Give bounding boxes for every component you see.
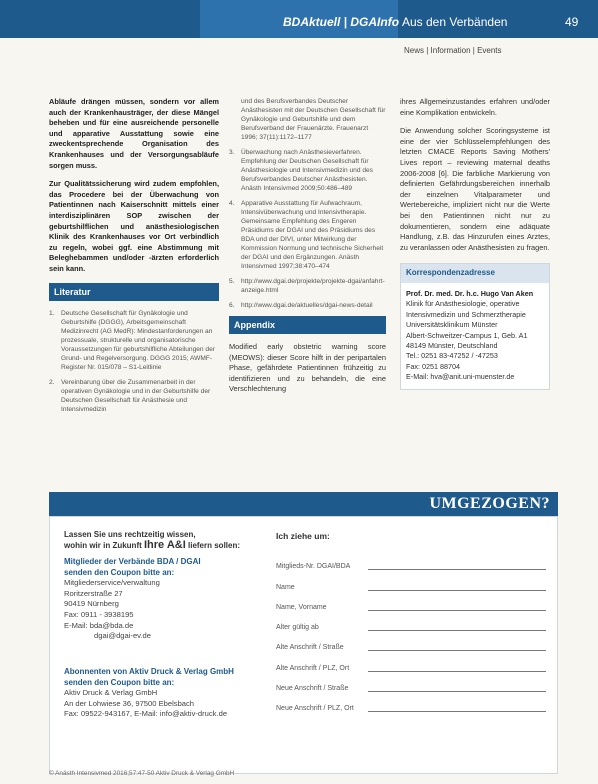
reference-link[interactable]: 5. http://www.dgai.de/projekte/projekte-dgai/anfahrt-anzeige.html [229, 278, 385, 294]
email-link[interactable]: dgai@dgai-ev.de [94, 631, 151, 641]
form-field[interactable]: Neue Anschrift / PLZ, Ort [276, 692, 546, 712]
paragraph: Abläufe drängen müssen, sondern vor allem auch der Krankenhausträger, der diese Mängel beheben und für eine ausreichende personelle und apparative Ausstattung sowie eine zweckentsprechende Organisation des Krankenhauses und der Versorgungsabläufe sorgen muss. [49, 97, 219, 170]
email-link[interactable]: E-Mail: hva@anit.uni-muenster.de [406, 372, 515, 382]
moved-banner [49, 492, 558, 516]
reference-item: 4. Apparative Ausstattung für Aufwachraum, Intensivüberwachung und Intensivtherapie. Gemeinsame Empfehlung des Engeren Präsidiums der DGAI und des Präsidiums des BDA und der DIVI, unter Mitwirkung der Kommission Normung und technische Sicherheit der DGAI und den Ergänzungen. Anästh Intensivmed 1997;38:470–474 [229, 200, 384, 270]
correspondence-heading: Korrespondenzadresse [401, 264, 549, 283]
header-brand: BDAktuell | DGAInfo [283, 15, 400, 29]
reference-continuation: und des Berufsverbandes Deutscher Anästhesisten mit der Deutschen Gesellschaft für Gynäkologie und Geburtshilfe und dem Berufsverband der Frauenärzte. Frauenarzt 1996; 37(11):1172–1177 [241, 98, 386, 141]
address-line: Universitätsklinikum Münster [406, 320, 498, 330]
appendix-heading: Appendix [229, 316, 386, 334]
column-3 [400, 97, 550, 390]
banner-title: UMGEZOGEN? [429, 495, 550, 512]
form-field[interactable]: Name [276, 570, 546, 590]
form-field[interactable]: Alte Anschrift / PLZ, Ort [276, 651, 546, 671]
column-2 [229, 97, 386, 403]
form-field[interactable]: Alte Anschrift / Straße [276, 631, 546, 651]
phone-line: Tel.: 0251 83-47252 / -47253 [406, 351, 498, 361]
correspondence-box [400, 263, 550, 389]
paragraph: Die Anwendung solcher Scoringsysteme ist eine der vier Schlüsselempfehlungen des letzten CMACE Reports Saving Mothers' Lives report – reviewing maternal deaths 2006-2008 [6]. Die farbliche Markierung von definierten Gefährdungsbereichen innerhalb der einzelnen Vitalparameter und Wertebereiche, impliziert nicht nur die Werte bei den Patientinnen nicht nur zu dokumentieren, sondern eine adäquate Handlung, z.B. das Hinzurufen eines Arztes, zu veranlassen oder Anästhesisten zu fragen. [400, 126, 550, 252]
subscribers-address-block: Abonnenten von Aktiv Druck & Verlag GmbH senden den Coupon bitte an: Aktiv Druck & Verlag GmbH An der Lohwiese 36, 97500 Ebelsbach Fax: 09522-943167, E-Mail: info@aktiv-druck.de [64, 667, 234, 719]
coupon-title: Ich ziehe um: [276, 531, 330, 541]
members-address-block: Mitglieder der Verbände BDA / DGAI senden den Coupon bitte an: Mitgliederservice/verwaltung Roritzerstraße 27 90419 Nürnberg Fax: 0911 - 3938195 E-Mail: bda@bda.de dgai@dgai-ev.de [64, 557, 274, 642]
coupon-fields [276, 531, 546, 712]
paragraph: Zur Qualitätssicherung wird zudem empfohlen, das Procedere bei der Überwachung von Patientinnen nach Kaiserschnitt mittels einer interdisziplinären SOP zwischen der geburtshilflichen und anästhesiologischen Klinik des Krankenhauses vor Ort verbindlich zu regeln, wobei ggf. eine Abstimmung mit Beleghebammen und/oder -ärzten erforderlich sein kann. [49, 179, 219, 273]
column-1 [49, 97, 219, 420]
change-of-address-coupon [49, 516, 558, 774]
appendix-text: Modified early obstetric warning score (MEOWS): dieser Score hilft in der peripartalen Phase, gefährdete Patientinnen frühzeitig zu identifizieren und zu behandeln, die eine Verschlechterung [229, 342, 386, 394]
form-field[interactable]: Alter gültig ab [276, 611, 546, 631]
reference-link[interactable]: 6. http://www.dgai.de/aktuelles/dgai-news-detail [229, 302, 373, 309]
subnav: News | Information | Events [404, 46, 502, 55]
reference-item: 3. Überwachung nach Anästhesieverfahren. Empfehlung der Deutschen Gesellschaft für Anästhesiologie und Intensivmedizin und des Berufsverbandes Deutscher Anästhesisten. Anästh Intensivmed 2009;50:486–489 [229, 149, 373, 192]
form-field[interactable]: Mitglieds-Nr. DGAI/BDA [276, 550, 546, 570]
fax-line: Fax: 0251 88704 [406, 361, 460, 371]
page-header [0, 0, 598, 38]
page-number: 49 [565, 15, 579, 29]
form-field[interactable]: Name, Vorname [276, 591, 546, 611]
reference-item: 1. Deutsche Gesellschaft für Gynäkologie und Geburtshilfe (DGGG), Arbeitsgemeinschaft Medizinrecht (AG MedR): Mindestanforderungen an prozessuale, strukturelle und organisatorische Voraussetzungen für geburtshilfliche Abteilungen der Grund- und Regelversorgung. DGGG 2015; AWMF-Register Nr. 015/078 – S1-Leitlinie [49, 309, 215, 371]
address-line: Albert-Schweitzer-Campus 1, Geb. A1 [406, 330, 528, 340]
page-footer: © Anästh Intensivmed 2016;57:47-50 Aktiv Druck & Verlag GmbH [49, 770, 235, 777]
email-link[interactable]: E-Mail: bda@bda.de [64, 620, 134, 630]
form-field[interactable]: Neue Anschrift / Straße [276, 672, 546, 692]
address-line: Intensivmedizin und Schmerztherapie [406, 309, 526, 319]
reference-item: 2. Vereinbarung über die Zusammenarbeit in der operativen Gynäkologie und in der Geburtshilfe der Deutschen Gesellschaft für Anästhesie und Intensivmedizin [49, 378, 211, 413]
paragraph: ihres Allgemeinzustandes erfahren und/oder eine Komplikation entwickeln. [400, 97, 550, 117]
address-line: 48149 Münster, Deutschland [406, 340, 498, 350]
address-line: Klinik für Anästhesiologie, operative [406, 299, 520, 309]
header-section: Aus den Verbänden [402, 15, 508, 29]
literatur-heading: Literatur [49, 283, 219, 301]
coupon-intro: Lassen Sie uns rechtzeitig wissen, wohin wir in Zukunft Ihre A&I liefern sollen: [64, 530, 241, 551]
correspondence-name: Prof. Dr. med. Dr. h.c. Hugo Van Aken [406, 288, 534, 298]
